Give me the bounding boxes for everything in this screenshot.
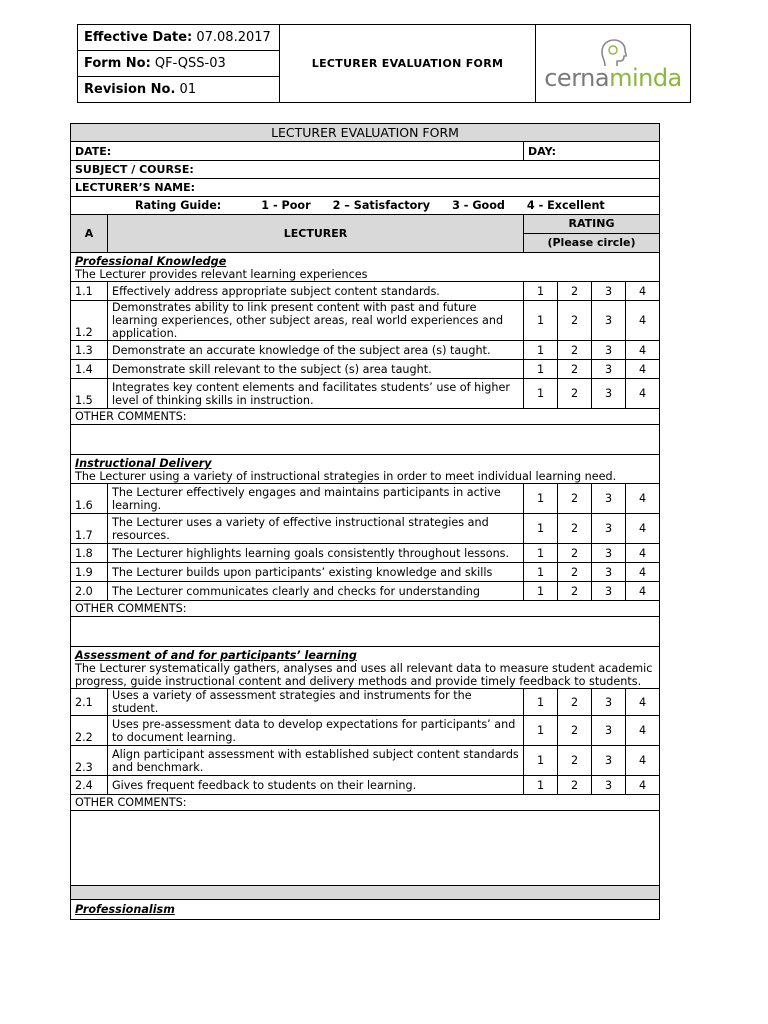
rating-option-3[interactable]: 3 [592, 514, 626, 544]
document-header [77, 24, 691, 103]
rating-option-2[interactable]: 2 [558, 563, 592, 582]
section-title: Professionalism [75, 903, 175, 916]
rating-option-4[interactable]: 4 [626, 301, 660, 341]
rating-option-1[interactable]: 1 [524, 379, 558, 409]
rating-option-1[interactable]: 1 [524, 514, 558, 544]
rating-option-4[interactable]: 4 [626, 776, 660, 795]
item-criterion: Align participant assessment with established subject content standards and benchmark. [108, 746, 524, 776]
item-number: 1.5 [71, 379, 108, 409]
rating-option-1[interactable]: 1 [524, 746, 558, 776]
revision-number: Revision No. 01 [78, 77, 280, 103]
rating-option-4[interactable]: 4 [626, 360, 660, 379]
rating-option-2[interactable]: 2 [558, 484, 592, 514]
item-number: 2.4 [71, 776, 108, 795]
rating-option-4[interactable]: 4 [626, 379, 660, 409]
item-number: 2.3 [71, 746, 108, 776]
rating-option-3[interactable]: 3 [592, 484, 626, 514]
rating-option-2[interactable]: 2 [558, 301, 592, 341]
item-number: 2.2 [71, 716, 108, 746]
item-criterion: Demonstrate skill relevant to the subject (s) area taught. [108, 360, 524, 379]
rating-option-4[interactable]: 4 [626, 689, 660, 716]
rating-option-1[interactable]: 1 [524, 582, 558, 601]
rating-option-3[interactable]: 3 [592, 544, 626, 563]
rating-guide: Rating Guide: 1 - Poor 2 – Satisfactory 3 - Good 4 - Excellent [71, 197, 660, 215]
rating-option-2[interactable]: 2 [558, 360, 592, 379]
section-separator [71, 886, 660, 900]
item-number: 1.7 [71, 514, 108, 544]
rating-option-4[interactable]: 4 [626, 746, 660, 776]
company-logo [536, 25, 691, 103]
rating-option-1[interactable]: 1 [524, 563, 558, 582]
evaluation-form [70, 123, 660, 920]
rating-option-2[interactable]: 2 [558, 689, 592, 716]
rating-option-1[interactable]: 1 [524, 341, 558, 360]
section-description: The Lecturer provides relevant learning experiences [75, 268, 368, 281]
rating-option-3[interactable]: 3 [592, 689, 626, 716]
other-comments-box[interactable] [71, 425, 660, 455]
item-criterion: Uses pre-assessment data to develop expectations for participants’ and to document learning. [108, 716, 524, 746]
section-header [71, 253, 660, 282]
rating-option-4[interactable]: 4 [626, 563, 660, 582]
section-title: Instructional Delivery [75, 457, 212, 470]
column-a-header: A [71, 215, 108, 253]
item-number: 1.6 [71, 484, 108, 514]
section-header [71, 455, 660, 484]
rating-option-3[interactable]: 3 [592, 282, 626, 301]
rating-option-1[interactable]: 1 [524, 282, 558, 301]
rating-option-4[interactable]: 4 [626, 282, 660, 301]
rating-option-4[interactable]: 4 [626, 341, 660, 360]
item-criterion: The Lecturer builds upon participants’ existing knowledge and skills [108, 563, 524, 582]
column-lecturer-header: LECTURER [108, 215, 524, 253]
day-field[interactable]: DAY: [524, 142, 660, 161]
rating-option-1[interactable]: 1 [524, 544, 558, 563]
rating-option-1[interactable]: 1 [524, 301, 558, 341]
rating-option-4[interactable]: 4 [626, 484, 660, 514]
item-criterion: The Lecturer communicates clearly and checks for understanding [108, 582, 524, 601]
header-title: LECTURER EVALUATION FORM [280, 25, 536, 103]
item-criterion: Gives frequent feedback to students on their learning. [108, 776, 524, 795]
section-description: The Lecturer systematically gathers, analyses and uses all relevant data to measure student academic progress, guide instructional content and delivery methods and provide timely feedback to students. [75, 662, 653, 688]
item-criterion: The Lecturer effectively engages and maintains participants in active learning. [108, 484, 524, 514]
other-comments-label: OTHER COMMENTS: [71, 601, 660, 617]
form-number: Form No: QF-QSS-03 [78, 51, 280, 77]
rating-option-2[interactable]: 2 [558, 341, 592, 360]
rating-option-2[interactable]: 2 [558, 544, 592, 563]
rating-option-2[interactable]: 2 [558, 282, 592, 301]
rating-option-3[interactable]: 3 [592, 563, 626, 582]
item-criterion: The Lecturer uses a variety of effective instructional strategies and resources. [108, 514, 524, 544]
rating-option-1[interactable]: 1 [524, 716, 558, 746]
lecturer-name-field[interactable]: LECTURER’S NAME: [71, 179, 660, 197]
section-title: Assessment of and for participants’ learning [75, 649, 357, 662]
rating-option-2[interactable]: 2 [558, 379, 592, 409]
item-number: 1.1 [71, 282, 108, 301]
rating-option-1[interactable]: 1 [524, 360, 558, 379]
column-rating-header: RATING (Please circle) [524, 215, 660, 253]
form-title: LECTURER EVALUATION FORM [71, 124, 660, 142]
other-comments-box[interactable] [71, 617, 660, 647]
item-number: 2.0 [71, 582, 108, 601]
rating-option-3[interactable]: 3 [592, 746, 626, 776]
item-criterion: Integrates key content elements and facilitates students’ use of higher level of thinking skills in instruction. [108, 379, 524, 409]
item-number: 1.8 [71, 544, 108, 563]
item-criterion: Demonstrates ability to link present content with past and future learning experiences, other subject areas, real world experiences and application. [108, 301, 524, 341]
date-field[interactable]: DATE: [71, 142, 524, 161]
rating-option-2[interactable]: 2 [558, 514, 592, 544]
item-number: 1.3 [71, 341, 108, 360]
section-header [71, 647, 660, 689]
other-comments-label: OTHER COMMENTS: [71, 795, 660, 811]
rating-option-2[interactable]: 2 [558, 776, 592, 795]
rating-option-1[interactable]: 1 [524, 689, 558, 716]
rating-option-3[interactable]: 3 [592, 582, 626, 601]
rating-option-3[interactable]: 3 [592, 379, 626, 409]
rating-option-3[interactable]: 3 [592, 341, 626, 360]
rating-option-3[interactable]: 3 [592, 716, 626, 746]
rating-option-2[interactable]: 2 [558, 716, 592, 746]
rating-option-3[interactable]: 3 [592, 360, 626, 379]
item-number: 1.9 [71, 563, 108, 582]
other-comments-label: OTHER COMMENTS: [71, 409, 660, 425]
rating-option-2[interactable]: 2 [558, 746, 592, 776]
section-title: Professional Knowledge [75, 255, 227, 268]
section-description: The Lecturer using a variety of instructional strategies in order to meet individual learning need. [75, 470, 617, 483]
item-number: 2.1 [71, 689, 108, 716]
rating-option-3[interactable]: 3 [592, 776, 626, 795]
item-criterion: The Lecturer highlights learning goals consistently throughout lessons. [108, 544, 524, 563]
rating-option-1[interactable]: 1 [524, 484, 558, 514]
item-criterion: Effectively address appropriate subject content standards. [108, 282, 524, 301]
rating-option-4[interactable]: 4 [626, 514, 660, 544]
item-criterion: Uses a variety of assessment strategies and instruments for the student. [108, 689, 524, 716]
effective-date: Effective Date: 07.08.2017 [78, 25, 280, 51]
other-comments-box[interactable] [71, 811, 660, 886]
rating-option-2[interactable]: 2 [558, 582, 592, 601]
rating-option-4[interactable]: 4 [626, 716, 660, 746]
rating-option-4[interactable]: 4 [626, 544, 660, 563]
logo-text: cernaminda [544, 63, 682, 92]
rating-option-4[interactable]: 4 [626, 582, 660, 601]
item-number: 1.2 [71, 301, 108, 341]
item-criterion: Demonstrate an accurate knowledge of the subject area (s) taught. [108, 341, 524, 360]
section-header-professionalism [71, 900, 660, 920]
rating-option-3[interactable]: 3 [592, 301, 626, 341]
item-number: 1.4 [71, 360, 108, 379]
rating-option-1[interactable]: 1 [524, 776, 558, 795]
subject-course-field[interactable]: SUBJECT / COURSE: [71, 161, 660, 179]
